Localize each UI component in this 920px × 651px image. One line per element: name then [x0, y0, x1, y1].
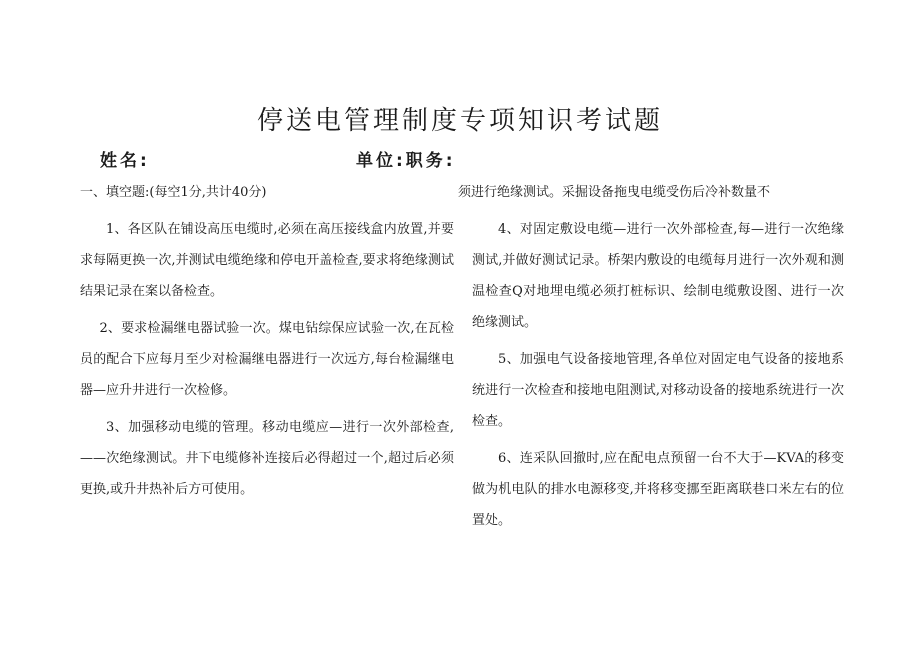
- section-heading: 一、填空题:(每空1分,共计40分): [80, 185, 267, 200]
- page-title: 停送电管理制度专项知识考试题: [256, 106, 663, 136]
- question-4: 4、对固定敷设电缆—进行一次外部检查,每—进行一次绝缘测试,并做好测试记录。桥架内敷设的电缆每月进行一次外观和测温检查Q对地埋电缆必须打桩标识、绘制电缆敷设图、进行一次绝缘测试。: [472, 222, 844, 330]
- question-1: 1、各区队在铺设高压电缆时,必须在高压接线盒内放置,并要求每隔更换一次,并测试电缆绝缘和停电开盖检查,要求将绝缘测试结果记录在案以备检查。: [80, 222, 454, 299]
- question-6: 6、连采队回撤时,应在配电点预留一台不大于—KVA的移变做为机电队的排水电源移变,并将移变挪至距离联巷口米左右的位置处。: [472, 451, 844, 528]
- question-2: 2、要求检漏继电器试验一次。煤电钻综保应试验一次,在瓦检员的配合下应每月至少对检漏继电器进行一次远方,每台检漏继电器—应升井进行一次检修。: [80, 321, 454, 398]
- question-3-continuation: 须进行绝缘测试。采掘设备拖曳电缆受伤后冷补数量不: [458, 185, 771, 200]
- question-5: 5、加强电气设备接地管理,各单位对固定电气设备的接地系统进行一次检查和接地电阻测试,对移动设备的接地系统进行一次检查。: [472, 352, 844, 429]
- unit-position-label: 单位:职务:: [356, 151, 456, 171]
- right-column: [458, 177, 844, 536]
- left-column: [80, 177, 454, 505]
- question-3: 3、加强移动电缆的管理。移动电缆应—进行一次外部检查,——次绝缘测试。井下电缆修补连接后必得超过一个,超过后必须更换,或升井热补后方可使用。: [80, 420, 454, 497]
- name-label: 姓名:: [100, 151, 150, 171]
